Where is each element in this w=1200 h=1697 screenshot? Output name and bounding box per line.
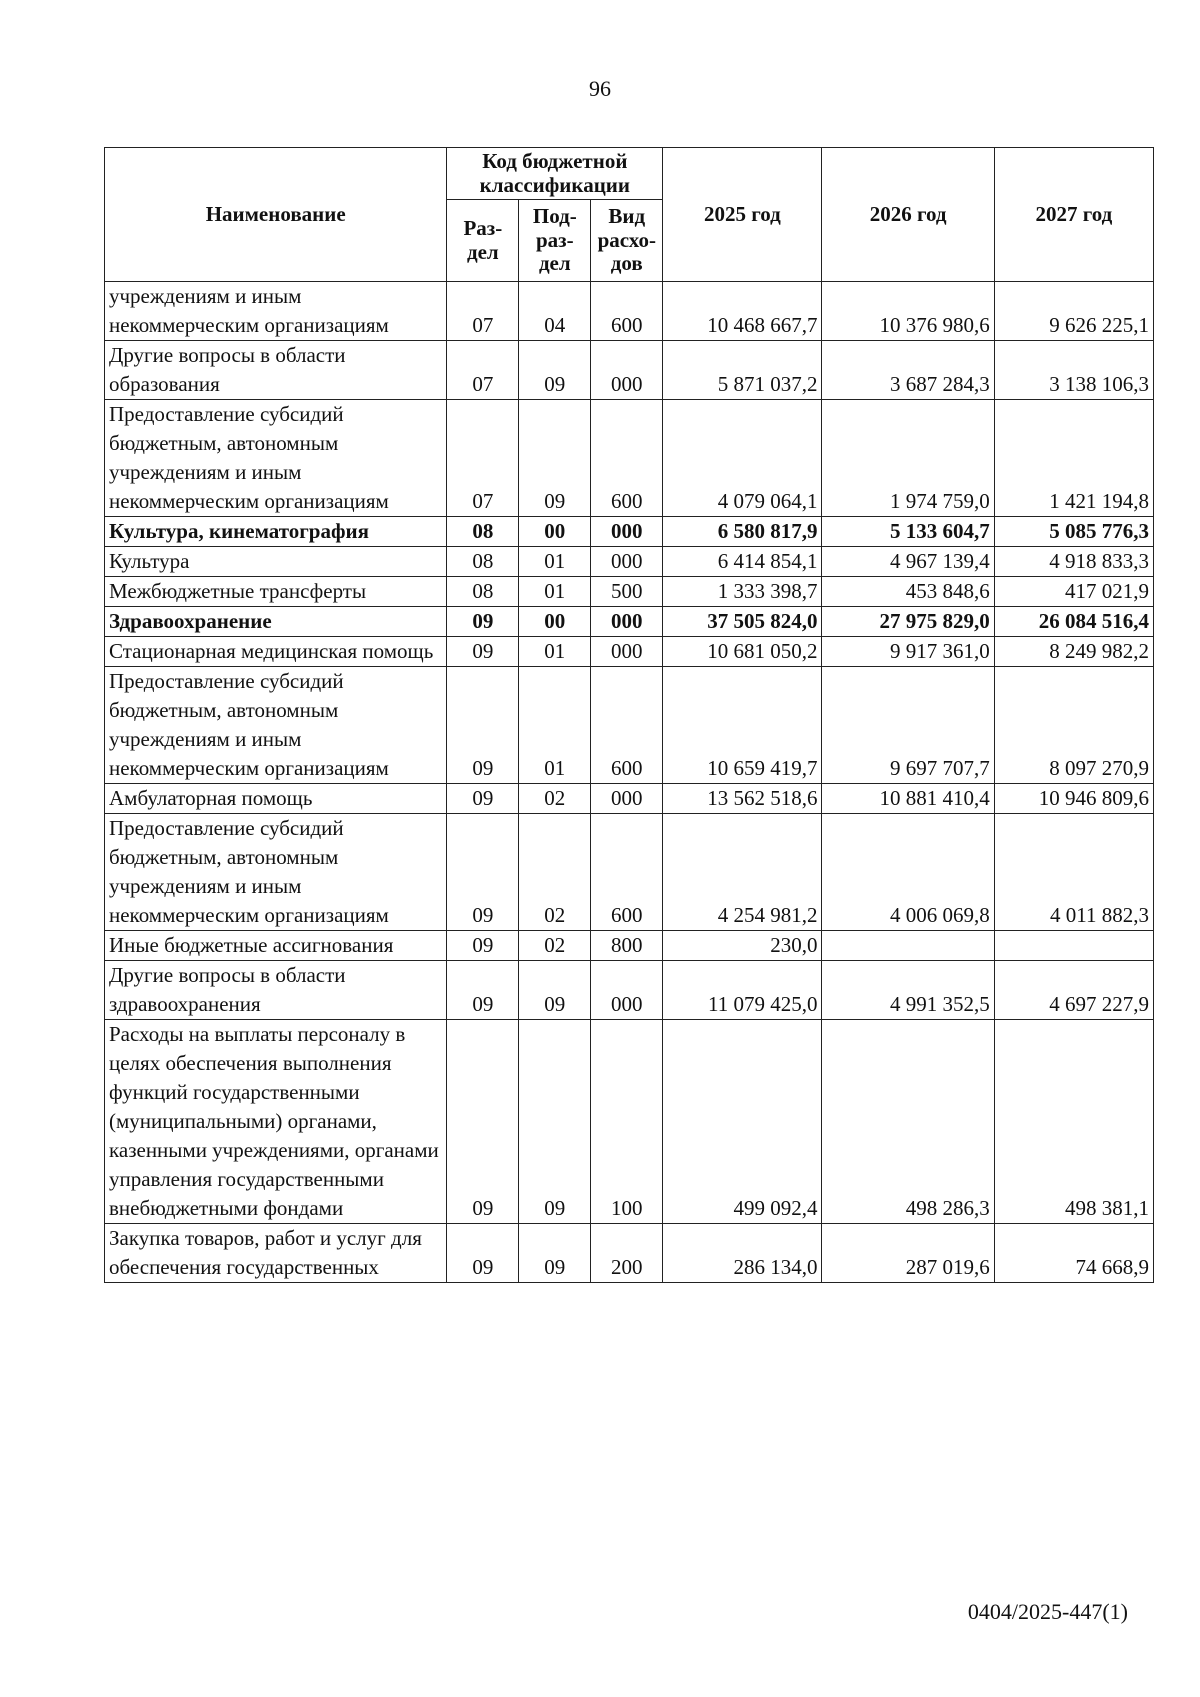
row-value-2026: [822, 931, 994, 961]
row-value-2026: 5 133 604,7: [822, 517, 994, 547]
row-expense-type: 800: [591, 931, 663, 961]
row-value-2025: 10 468 667,7: [663, 282, 822, 341]
row-name: Стационарная медицинская помощь: [105, 637, 447, 667]
row-value-2027: 498 381,1: [994, 1020, 1153, 1224]
row-value-2027: 4 011 882,3: [994, 814, 1153, 931]
row-value-2027: 8 249 982,2: [994, 637, 1153, 667]
row-value-2026: 4 991 352,5: [822, 961, 994, 1020]
row-subsection: 09: [519, 961, 591, 1020]
row-name: Закупка товаров, работ и услуг для обеспечения государственных: [105, 1224, 447, 1283]
row-subsection: 02: [519, 931, 591, 961]
row-subsection: 02: [519, 814, 591, 931]
row-value-2025: 1 333 398,7: [663, 577, 822, 607]
row-value-2027: 5 085 776,3: [994, 517, 1153, 547]
row-value-2027: 3 138 106,3: [994, 341, 1153, 400]
row-expense-type: 600: [591, 814, 663, 931]
table-row: [105, 784, 1154, 814]
row-expense-type: 000: [591, 547, 663, 577]
row-name: учреждениям и иным некоммерческим организациям: [105, 282, 447, 341]
row-name: Другие вопросы в области здравоохранения: [105, 961, 447, 1020]
row-name: Расходы на выплаты персоналу в целях обеспечения выполнения функций государственными (муниципальными) органами, казенными учреждениями, органами управления государственными внебюджетными фондами: [105, 1020, 447, 1224]
row-section: 08: [447, 577, 519, 607]
row-value-2026: 27 975 829,0: [822, 607, 994, 637]
header-section: Раз-дел: [447, 200, 519, 282]
row-value-2026: 4 006 069,8: [822, 814, 994, 931]
row-value-2025: 499 092,4: [663, 1020, 822, 1224]
row-value-2027: 26 084 516,4: [994, 607, 1153, 637]
row-value-2027: 4 697 227,9: [994, 961, 1153, 1020]
row-value-2027: 417 021,9: [994, 577, 1153, 607]
row-value-2026: 287 019,6: [822, 1224, 994, 1283]
row-name: Культура: [105, 547, 447, 577]
row-expense-type: 000: [591, 607, 663, 637]
row-subsection: 01: [519, 577, 591, 607]
row-subsection: 04: [519, 282, 591, 341]
row-name: Другие вопросы в области образования: [105, 341, 447, 400]
row-value-2025: 4 254 981,2: [663, 814, 822, 931]
row-subsection: 00: [519, 607, 591, 637]
row-section: 07: [447, 282, 519, 341]
page-number: 96: [589, 76, 611, 101]
row-value-2026: 9 697 707,7: [822, 667, 994, 784]
row-expense-type: 000: [591, 784, 663, 814]
row-expense-type: 100: [591, 1020, 663, 1224]
row-value-2027: 8 097 270,9: [994, 667, 1153, 784]
row-name: Предоставление субсидий бюджетным, автономным учреждениям и иным некоммерческим организациям: [105, 667, 447, 784]
table-row: [105, 577, 1154, 607]
row-value-2027: 10 946 809,6: [994, 784, 1153, 814]
row-value-2025: 6 580 817,9: [663, 517, 822, 547]
row-value-2027: 4 918 833,3: [994, 547, 1153, 577]
row-value-2027: 1 421 194,8: [994, 400, 1153, 517]
row-value-2025: 11 079 425,0: [663, 961, 822, 1020]
row-value-2025: 5 871 037,2: [663, 341, 822, 400]
table-row: [105, 517, 1154, 547]
row-value-2025: 4 079 064,1: [663, 400, 822, 517]
row-expense-type: 200: [591, 1224, 663, 1283]
row-value-2025: 10 659 419,7: [663, 667, 822, 784]
table-row: [105, 607, 1154, 637]
row-section: 07: [447, 400, 519, 517]
row-value-2026: 10 376 980,6: [822, 282, 994, 341]
row-section: 09: [447, 667, 519, 784]
row-value-2025: 37 505 824,0: [663, 607, 822, 637]
row-value-2027: [994, 931, 1153, 961]
row-expense-type: 600: [591, 667, 663, 784]
row-section: 09: [447, 1224, 519, 1283]
row-value-2027: 74 668,9: [994, 1224, 1153, 1283]
document-number: 0404/2025-447(1): [967, 1599, 1128, 1624]
row-subsection: 09: [519, 1020, 591, 1224]
row-section: 09: [447, 814, 519, 931]
row-value-2026: 453 848,6: [822, 577, 994, 607]
table-row: [105, 341, 1154, 400]
row-value-2026: 4 967 139,4: [822, 547, 994, 577]
table-row: [105, 814, 1154, 931]
row-subsection: 01: [519, 667, 591, 784]
header-2027: 2027 год: [994, 148, 1153, 282]
row-name: Амбулаторная помощь: [105, 784, 447, 814]
table-row: [105, 1020, 1154, 1224]
row-expense-type: 000: [591, 961, 663, 1020]
header-expense-type: Вид расхо-дов: [591, 200, 663, 282]
row-subsection: 02: [519, 784, 591, 814]
row-value-2025: 10 681 050,2: [663, 637, 822, 667]
table-row: [105, 931, 1154, 961]
row-value-2025: 13 562 518,6: [663, 784, 822, 814]
row-value-2025: 230,0: [663, 931, 822, 961]
row-expense-type: 000: [591, 341, 663, 400]
row-name: Предоставление субсидий бюджетным, автономным учреждениям и иным некоммерческим организациям: [105, 814, 447, 931]
row-section: 09: [447, 607, 519, 637]
row-section: 09: [447, 961, 519, 1020]
table-body: [105, 282, 1154, 1283]
row-subsection: 01: [519, 547, 591, 577]
header-2026: 2026 год: [822, 148, 994, 282]
row-section: 08: [447, 547, 519, 577]
row-value-2026: 9 917 361,0: [822, 637, 994, 667]
row-section: 07: [447, 341, 519, 400]
row-name: Межбюджетные трансферты: [105, 577, 447, 607]
row-subsection: 09: [519, 1224, 591, 1283]
row-section: 08: [447, 517, 519, 547]
row-name: Здравоохранение: [105, 607, 447, 637]
row-name: Культура, кинематография: [105, 517, 447, 547]
budget-table: [104, 147, 1154, 1283]
row-value-2026: 1 974 759,0: [822, 400, 994, 517]
header-name: Наименование: [105, 148, 447, 282]
row-value-2026: 3 687 284,3: [822, 341, 994, 400]
row-subsection: 09: [519, 341, 591, 400]
header-subsection: Под-раз-дел: [519, 200, 591, 282]
table-row: [105, 667, 1154, 784]
row-value-2027: 9 626 225,1: [994, 282, 1153, 341]
table-row: [105, 547, 1154, 577]
row-value-2026: 10 881 410,4: [822, 784, 994, 814]
table-row: [105, 637, 1154, 667]
row-name: Предоставление субсидий бюджетным, автономным учреждениям и иным некоммерческим организациям: [105, 400, 447, 517]
row-expense-type: 000: [591, 637, 663, 667]
row-subsection: 01: [519, 637, 591, 667]
table-row: [105, 282, 1154, 341]
row-subsection: 09: [519, 400, 591, 517]
table-row: [105, 961, 1154, 1020]
row-value-2025: 286 134,0: [663, 1224, 822, 1283]
row-section: 09: [447, 637, 519, 667]
table-row: [105, 400, 1154, 517]
row-name: Иные бюджетные ассигнования: [105, 931, 447, 961]
row-section: 09: [447, 1020, 519, 1224]
header-code-group: Код бюджетной классификации: [447, 148, 663, 200]
header-2025: 2025 год: [663, 148, 822, 282]
row-expense-type: 000: [591, 517, 663, 547]
row-subsection: 00: [519, 517, 591, 547]
row-expense-type: 600: [591, 282, 663, 341]
row-value-2025: 6 414 854,1: [663, 547, 822, 577]
row-expense-type: 600: [591, 400, 663, 517]
row-value-2026: 498 286,3: [822, 1020, 994, 1224]
row-expense-type: 500: [591, 577, 663, 607]
table-row: [105, 1224, 1154, 1283]
row-section: 09: [447, 931, 519, 961]
row-section: 09: [447, 784, 519, 814]
